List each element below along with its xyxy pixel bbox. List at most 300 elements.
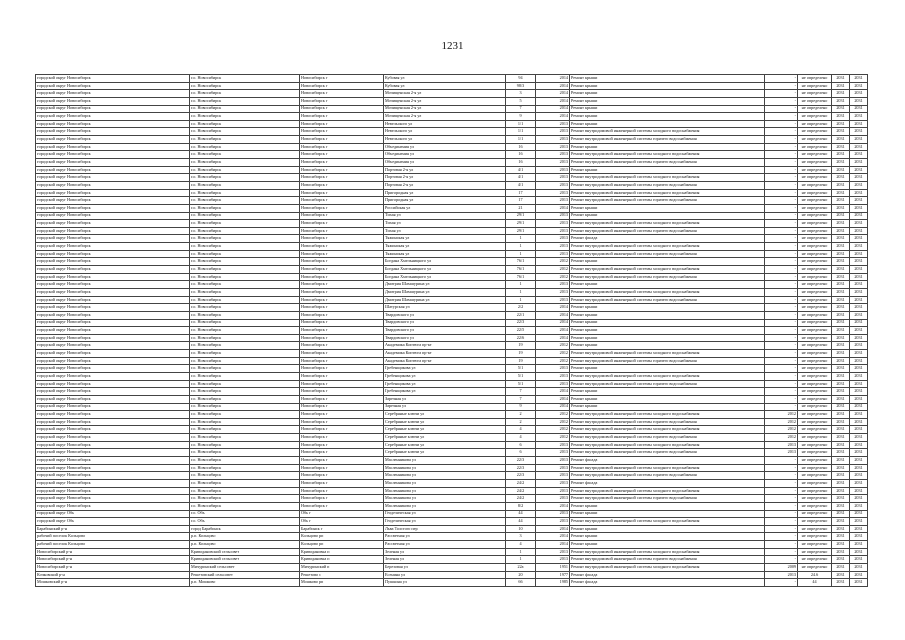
settlement-cell: г.о. Новосибирск xyxy=(190,189,300,197)
locality-cell: Новосибирск г xyxy=(300,90,384,98)
locality-cell: Кольцово рп xyxy=(300,533,384,541)
locality-cell: Новосибирск г xyxy=(300,212,384,220)
build-year-cell: 2013 xyxy=(536,472,570,480)
plan-year-start-cell: 2031 xyxy=(832,350,850,358)
plan-year-end-cell: 2031 xyxy=(850,464,868,472)
wear-cell: не определено xyxy=(798,548,832,556)
house-number-cell: 2/2 xyxy=(506,304,536,312)
plan-year-end-cell: 2031 xyxy=(850,288,868,296)
work-type-cell: Ремонт внутридомовой инженерной системы холодного водоснабжения xyxy=(570,426,765,434)
wear-cell: не определено xyxy=(798,128,832,136)
street-cell: Твардовского ул xyxy=(384,319,506,327)
plan-year-start-cell: 2031 xyxy=(832,151,850,159)
settlement-cell: г.о. Новосибирск xyxy=(190,372,300,380)
house-number-cell: 1/1 xyxy=(506,120,536,128)
house-number-cell: 66 xyxy=(506,579,536,587)
street-cell: Мочищенская 2-я ул xyxy=(384,105,506,113)
municipality-cell: городской округ Новосибирск xyxy=(36,75,190,83)
last-repair-year-cell: - xyxy=(765,388,798,396)
last-repair-year-cell: - xyxy=(765,479,798,487)
settlement-cell: г.о. Новосибирск xyxy=(190,181,300,189)
house-number-cell: 1/1 xyxy=(506,136,536,144)
build-year-cell: 2012 xyxy=(536,411,570,419)
wear-cell: не определено xyxy=(798,250,832,258)
street-cell: Твардовского ул xyxy=(384,311,506,319)
house-number-cell: 3 xyxy=(506,533,536,541)
plan-year-start-cell: 2031 xyxy=(832,579,850,587)
plan-year-end-cell: 2031 xyxy=(850,166,868,174)
plan-year-start-cell: 2031 xyxy=(832,533,850,541)
settlement-cell: Криводановский сельсовет xyxy=(190,556,300,564)
work-type-cell: Ремонт крыши xyxy=(570,82,765,90)
plan-year-end-cell: 2031 xyxy=(850,564,868,572)
work-type-cell: Ремонт внутридомовой инженерной системы горячего водоснабжения xyxy=(570,181,765,189)
work-type-cell: Ремонт крыши xyxy=(570,90,765,98)
locality-cell: Новосибирск г xyxy=(300,166,384,174)
last-repair-year-cell: - xyxy=(765,533,798,541)
build-year-cell: 2013 xyxy=(536,136,570,144)
last-repair-year-cell: - xyxy=(765,525,798,533)
table-row xyxy=(36,75,868,83)
wear-cell: не определено xyxy=(798,449,832,457)
plan-year-end-cell: 2031 xyxy=(850,495,868,503)
municipality-cell: городской округ Новосибирск xyxy=(36,457,190,465)
plan-year-start-cell: 2031 xyxy=(832,395,850,403)
last-repair-year-cell: 2013 xyxy=(765,571,798,579)
work-type-cell: Ремонт крыши xyxy=(570,319,765,327)
street-cell: Масленникова ул xyxy=(384,502,506,510)
build-year-cell: 2012 xyxy=(536,258,570,266)
street-cell: Портовая 2-я ул xyxy=(384,174,506,182)
last-repair-year-cell: - xyxy=(765,273,798,281)
table-row xyxy=(36,426,868,434)
locality-cell: Новосибирск г xyxy=(300,457,384,465)
plan-year-start-cell: 2031 xyxy=(832,441,850,449)
work-type-cell: Ремонт внутридомовой инженерной системы холодного водоснабжения xyxy=(570,220,765,228)
plan-year-start-cell: 2031 xyxy=(832,571,850,579)
locality-cell: Новосибирск г xyxy=(300,388,384,396)
locality-cell: Новосибирск г xyxy=(300,204,384,212)
table-row xyxy=(36,212,868,220)
settlement-cell: г.о. Новосибирск xyxy=(190,365,300,373)
municipality-cell: городской округ Новосибирск xyxy=(36,258,190,266)
table-row xyxy=(36,472,868,480)
build-year-cell: 2013 xyxy=(536,457,570,465)
plan-year-end-cell: 2031 xyxy=(850,220,868,228)
last-repair-year-cell: - xyxy=(765,541,798,549)
wear-cell: не определено xyxy=(798,487,832,495)
register-table xyxy=(35,74,868,587)
last-repair-year-cell: - xyxy=(765,97,798,105)
house-number-cell: 22/3 xyxy=(506,472,536,480)
wear-cell: не определено xyxy=(798,357,832,365)
build-year-cell: 2013 xyxy=(536,189,570,197)
plan-year-end-cell: 2031 xyxy=(850,128,868,136)
build-year-cell: 2012 xyxy=(536,357,570,365)
plan-year-start-cell: 2031 xyxy=(832,518,850,526)
plan-year-start-cell: 2031 xyxy=(832,457,850,465)
municipality-cell: Мошковский р-н xyxy=(36,579,190,587)
last-repair-year-cell: - xyxy=(765,90,798,98)
house-number-cell: 22/3 xyxy=(506,319,536,327)
work-type-cell: Ремонт внутридомовой инженерной системы горячего водоснабжения xyxy=(570,418,765,426)
locality-cell: Новосибирск г xyxy=(300,288,384,296)
plan-year-start-cell: 2031 xyxy=(832,97,850,105)
municipality-cell: городской округ Новосибирск xyxy=(36,426,190,434)
house-number-cell: 4/1 xyxy=(506,174,536,182)
street-cell: Серебряные ключи ул xyxy=(384,418,506,426)
table-row xyxy=(36,449,868,457)
street-cell: Объединения ул xyxy=(384,159,506,167)
build-year-cell: 2014 xyxy=(536,502,570,510)
locality-cell: Новосибирск г xyxy=(300,266,384,274)
register-table-body xyxy=(36,75,868,587)
plan-year-start-cell: 2031 xyxy=(832,311,850,319)
street-cell: Гребенщикова ул xyxy=(384,388,506,396)
work-type-cell: Ремонт крыши xyxy=(570,166,765,174)
build-year-cell: 2014 xyxy=(536,319,570,327)
street-cell: Рассветная ул xyxy=(384,533,506,541)
page-number: 1231 xyxy=(441,40,464,52)
street-cell: Объединения ул xyxy=(384,151,506,159)
build-year-cell: 2013 xyxy=(536,143,570,151)
street-cell: Серебряные ключи ул xyxy=(384,441,506,449)
plan-year-start-cell: 2031 xyxy=(832,388,850,396)
table-row xyxy=(36,510,868,518)
street-cell: Твардовского ул xyxy=(384,334,506,342)
locality-cell: Новосибирск г xyxy=(300,273,384,281)
plan-year-end-cell: 2031 xyxy=(850,151,868,159)
municipality-cell: городской округ Новосибирск xyxy=(36,204,190,212)
last-repair-year-cell: - xyxy=(765,243,798,251)
locality-cell: Новосибирск г xyxy=(300,495,384,503)
plan-year-end-cell: 2031 xyxy=(850,120,868,128)
plan-year-end-cell: 2031 xyxy=(850,136,868,144)
municipality-cell: городской округ Новосибирск xyxy=(36,342,190,350)
table-row xyxy=(36,548,868,556)
table-row xyxy=(36,434,868,442)
house-number-cell: 94 xyxy=(506,75,536,83)
municipality-cell: городской округ Новосибирск xyxy=(36,212,190,220)
municipality-cell: городской округ Новосибирск xyxy=(36,487,190,495)
municipality-cell: городской округ Новосибирск xyxy=(36,273,190,281)
locality-cell: Обь г xyxy=(300,518,384,526)
wear-cell: не определено xyxy=(798,143,832,151)
build-year-cell: 2014 xyxy=(536,82,570,90)
street-cell: Академика Коптюга пр-кт xyxy=(384,357,506,365)
municipality-cell: городской округ Новосибирск xyxy=(36,296,190,304)
settlement-cell: г.о. Новосибирск xyxy=(190,174,300,182)
work-type-cell: Ремонт внутридомовой инженерной системы горячего водоснабжения xyxy=(570,250,765,258)
locality-cell: Новосибирск г xyxy=(300,75,384,83)
table-row xyxy=(36,143,868,151)
plan-year-end-cell: 2031 xyxy=(850,296,868,304)
work-type-cell: Ремонт крыши xyxy=(570,311,765,319)
house-number-cell: 20 xyxy=(506,571,536,579)
settlement-cell: г.о. Новосибирск xyxy=(190,128,300,136)
house-number-cell: 5/1 xyxy=(506,365,536,373)
street-cell: Льва Толстого пер xyxy=(384,525,506,533)
last-repair-year-cell: - xyxy=(765,235,798,243)
street-cell: Невельского ул xyxy=(384,136,506,144)
municipality-cell: городской округ Новосибирск xyxy=(36,143,190,151)
municipality-cell: городской округ Новосибирск xyxy=(36,90,190,98)
plan-year-start-cell: 2031 xyxy=(832,250,850,258)
locality-cell: Новосибирск г xyxy=(300,319,384,327)
build-year-cell: 2012 xyxy=(536,418,570,426)
locality-cell: Новосибирск г xyxy=(300,479,384,487)
municipality-cell: городской округ Новосибирск xyxy=(36,388,190,396)
settlement-cell: г.о. Новосибирск xyxy=(190,388,300,396)
locality-cell: Новосибирск г xyxy=(300,189,384,197)
house-number-cell: 1/1 xyxy=(506,128,536,136)
settlement-cell: г.о. Новосибирск xyxy=(190,472,300,480)
last-repair-year-cell: - xyxy=(765,189,798,197)
street-cell: Тяжинская ул xyxy=(384,250,506,258)
plan-year-end-cell: 2031 xyxy=(850,82,868,90)
municipality-cell: городской округ Новосибирск xyxy=(36,227,190,235)
street-cell: Масленникова ул xyxy=(384,464,506,472)
settlement-cell: г.о. Новосибирск xyxy=(190,342,300,350)
last-repair-year-cell: - xyxy=(765,197,798,205)
build-year-cell: 2013 xyxy=(536,220,570,228)
locality-cell: Новосибирск г xyxy=(300,151,384,159)
build-year-cell: 2013 xyxy=(536,296,570,304)
street-cell: Зеленая ул xyxy=(384,548,506,556)
plan-year-start-cell: 2031 xyxy=(832,411,850,419)
settlement-cell: г.о. Новосибирск xyxy=(190,327,300,335)
plan-year-start-cell: 2031 xyxy=(832,266,850,274)
house-number-cell: 19 xyxy=(506,357,536,365)
municipality-cell: городской округ Новосибирск xyxy=(36,502,190,510)
street-cell: Пушкина ул xyxy=(384,579,506,587)
house-number-cell: 24/2 xyxy=(506,479,536,487)
street-cell: Заречная ул xyxy=(384,395,506,403)
wear-cell: не определено xyxy=(798,388,832,396)
settlement-cell: г.о. Новосибирск xyxy=(190,395,300,403)
wear-cell: не определено xyxy=(798,159,832,167)
plan-year-start-cell: 2031 xyxy=(832,143,850,151)
house-number-cell: 19 xyxy=(506,350,536,358)
wear-cell: не определено xyxy=(798,518,832,526)
work-type-cell: Ремонт внутридомовой инженерной системы горячего водоснабжения xyxy=(570,380,765,388)
wear-cell: не определено xyxy=(798,189,832,197)
plan-year-start-cell: 2031 xyxy=(832,75,850,83)
locality-cell: Новосибирск г xyxy=(300,113,384,121)
build-year-cell: 2013 xyxy=(536,250,570,258)
last-repair-year-cell: - xyxy=(765,311,798,319)
last-repair-year-cell: - xyxy=(765,304,798,312)
plan-year-start-cell: 2031 xyxy=(832,502,850,510)
table-row xyxy=(36,189,868,197)
build-year-cell: 2014 xyxy=(536,533,570,541)
municipality-cell: городской округ Новосибирск xyxy=(36,380,190,388)
table-row xyxy=(36,487,868,495)
wear-cell: не определено xyxy=(798,426,832,434)
plan-year-start-cell: 2031 xyxy=(832,212,850,220)
municipality-cell: городской округ Новосибирск xyxy=(36,372,190,380)
wear-cell: не определено xyxy=(798,281,832,289)
wear-cell: не определено xyxy=(798,273,832,281)
settlement-cell: г.о. Новосибирск xyxy=(190,449,300,457)
locality-cell: Новосибирск г xyxy=(300,403,384,411)
last-repair-year-cell: 2009 xyxy=(765,564,798,572)
house-number-cell: 1 xyxy=(506,288,536,296)
plan-year-start-cell: 2031 xyxy=(832,166,850,174)
settlement-cell: р.п. Кольцово xyxy=(190,541,300,549)
work-type-cell: Ремонт крыши xyxy=(570,342,765,350)
table-row xyxy=(36,388,868,396)
plan-year-start-cell: 2031 xyxy=(832,357,850,365)
plan-year-start-cell: 2031 xyxy=(832,113,850,121)
build-year-cell: 2013 xyxy=(536,212,570,220)
work-type-cell: Ремонт крыши xyxy=(570,502,765,510)
street-cell: Богдана Хмельницкого ул xyxy=(384,258,506,266)
municipality-cell: городской округ Новосибирск xyxy=(36,197,190,205)
locality-cell: Новосибирск г xyxy=(300,350,384,358)
table-row xyxy=(36,464,868,472)
wear-cell: не определено xyxy=(798,197,832,205)
settlement-cell: г.о. Новосибирск xyxy=(190,212,300,220)
last-repair-year-cell: - xyxy=(765,296,798,304)
build-year-cell: 2012 xyxy=(536,342,570,350)
wear-cell: не определено xyxy=(798,495,832,503)
settlement-cell: г.о. Новосибирск xyxy=(190,441,300,449)
table-row xyxy=(36,334,868,342)
work-type-cell: Ремонт внутридомовой инженерной системы горячего водоснабжения xyxy=(570,159,765,167)
settlement-cell: г.о. Новосибирск xyxy=(190,151,300,159)
plan-year-start-cell: 2031 xyxy=(832,510,850,518)
build-year-cell: 2014 xyxy=(536,311,570,319)
plan-year-end-cell: 2031 xyxy=(850,449,868,457)
table-row xyxy=(36,342,868,350)
plan-year-end-cell: 2031 xyxy=(850,434,868,442)
plan-year-end-cell: 2031 xyxy=(850,189,868,197)
table-row xyxy=(36,151,868,159)
locality-cell: Новосибирск г xyxy=(300,327,384,335)
build-year-cell: 2013 xyxy=(536,372,570,380)
last-repair-year-cell: - xyxy=(765,495,798,503)
locality-cell: Кольцово рп xyxy=(300,541,384,549)
wear-cell: не определено xyxy=(798,204,832,212)
work-type-cell: Ремонт внутридомовой инженерной системы горячего водоснабжения xyxy=(570,296,765,304)
table-row xyxy=(36,418,868,426)
table-row xyxy=(36,197,868,205)
municipality-cell: городской округ Новосибирск xyxy=(36,288,190,296)
plan-year-start-cell: 2031 xyxy=(832,189,850,197)
house-number-cell: 1 xyxy=(506,548,536,556)
build-year-cell: 2014 xyxy=(536,525,570,533)
table-row xyxy=(36,571,868,579)
municipality-cell: городской округ Новосибирск xyxy=(36,418,190,426)
plan-year-start-cell: 2031 xyxy=(832,525,850,533)
build-year-cell: 2013 xyxy=(536,235,570,243)
settlement-cell: г.о. Новосибирск xyxy=(190,288,300,296)
locality-cell: Новосибирск г xyxy=(300,426,384,434)
house-number-cell: 4/1 xyxy=(506,181,536,189)
municipality-cell: городской округ Новосибирск xyxy=(36,120,190,128)
locality-cell: Новосибирск г xyxy=(300,250,384,258)
table-row xyxy=(36,288,868,296)
table-row xyxy=(36,350,868,358)
plan-year-end-cell: 2031 xyxy=(850,372,868,380)
wear-cell: не определено xyxy=(798,556,832,564)
wear-cell: не определено xyxy=(798,174,832,182)
plan-year-end-cell: 2031 xyxy=(850,518,868,526)
locality-cell: Барабинск г xyxy=(300,525,384,533)
settlement-cell: г.о. Новосибирск xyxy=(190,273,300,281)
build-year-cell: 2013 xyxy=(536,487,570,495)
work-type-cell: Ремонт крыши xyxy=(570,105,765,113)
work-type-cell: Ремонт фасада xyxy=(570,235,765,243)
wear-cell: не определено xyxy=(798,564,832,572)
wear-cell: не определено xyxy=(798,380,832,388)
house-number-cell: 9 xyxy=(506,403,536,411)
plan-year-start-cell: 2031 xyxy=(832,380,850,388)
table-row xyxy=(36,372,868,380)
settlement-cell: г.о. Новосибирск xyxy=(190,235,300,243)
build-year-cell: 2014 xyxy=(536,105,570,113)
street-cell: Серебряные ключи ул xyxy=(384,411,506,419)
build-year-cell: 2013 xyxy=(536,510,570,518)
build-year-cell: 2013 xyxy=(536,518,570,526)
plan-year-end-cell: 2031 xyxy=(850,266,868,274)
settlement-cell: г.о. Новосибирск xyxy=(190,487,300,495)
settlement-cell: г.о. Новосибирск xyxy=(190,464,300,472)
wear-cell: не определено xyxy=(798,113,832,121)
table-row xyxy=(36,266,868,274)
wear-cell: не определено xyxy=(798,235,832,243)
work-type-cell: Ремонт крыши xyxy=(570,510,765,518)
plan-year-start-cell: 2031 xyxy=(832,304,850,312)
house-number-cell: 19 xyxy=(506,342,536,350)
work-type-cell: Ремонт внутридомовой инженерной системы горячего водоснабжения xyxy=(570,357,765,365)
settlement-cell: г.о. Новосибирск xyxy=(190,266,300,274)
locality-cell: Новосибирск г xyxy=(300,136,384,144)
plan-year-start-cell: 2031 xyxy=(832,258,850,266)
municipality-cell: городской округ Новосибирск xyxy=(36,235,190,243)
wear-cell: не определено xyxy=(798,227,832,235)
last-repair-year-cell: - xyxy=(765,250,798,258)
settlement-cell: г.о. Новосибирск xyxy=(190,296,300,304)
locality-cell: Новосибирск г xyxy=(300,159,384,167)
build-year-cell: 2013 xyxy=(536,181,570,189)
house-number-cell: 3 xyxy=(506,90,536,98)
settlement-cell: г.о. Новосибирск xyxy=(190,357,300,365)
wear-cell: не определено xyxy=(798,342,832,350)
build-year-cell: 2013 xyxy=(536,151,570,159)
wear-cell: не определено xyxy=(798,533,832,541)
table-row xyxy=(36,136,868,144)
last-repair-year-cell: - xyxy=(765,518,798,526)
table-row xyxy=(36,304,868,312)
street-cell: Невельского ул xyxy=(384,128,506,136)
plan-year-end-cell: 2031 xyxy=(850,403,868,411)
plan-year-end-cell: 2031 xyxy=(850,212,868,220)
settlement-cell: г.о. Новосибирск xyxy=(190,304,300,312)
street-cell: Портовая 2-я ул xyxy=(384,166,506,174)
street-cell: Масленникова ул xyxy=(384,487,506,495)
wear-cell: 24.6 xyxy=(798,571,832,579)
build-year-cell: 2014 xyxy=(536,304,570,312)
settlement-cell: г.о. Новосибирск xyxy=(190,220,300,228)
wear-cell: не определено xyxy=(798,464,832,472)
work-type-cell: Ремонт внутридомовой инженерной системы холодного водоснабжения xyxy=(570,518,765,526)
house-number-cell: 22/3 xyxy=(506,464,536,472)
build-year-cell: 2013 xyxy=(536,449,570,457)
plan-year-start-cell: 2031 xyxy=(832,204,850,212)
street-cell: Дмитрия Шамшурина ул xyxy=(384,281,506,289)
